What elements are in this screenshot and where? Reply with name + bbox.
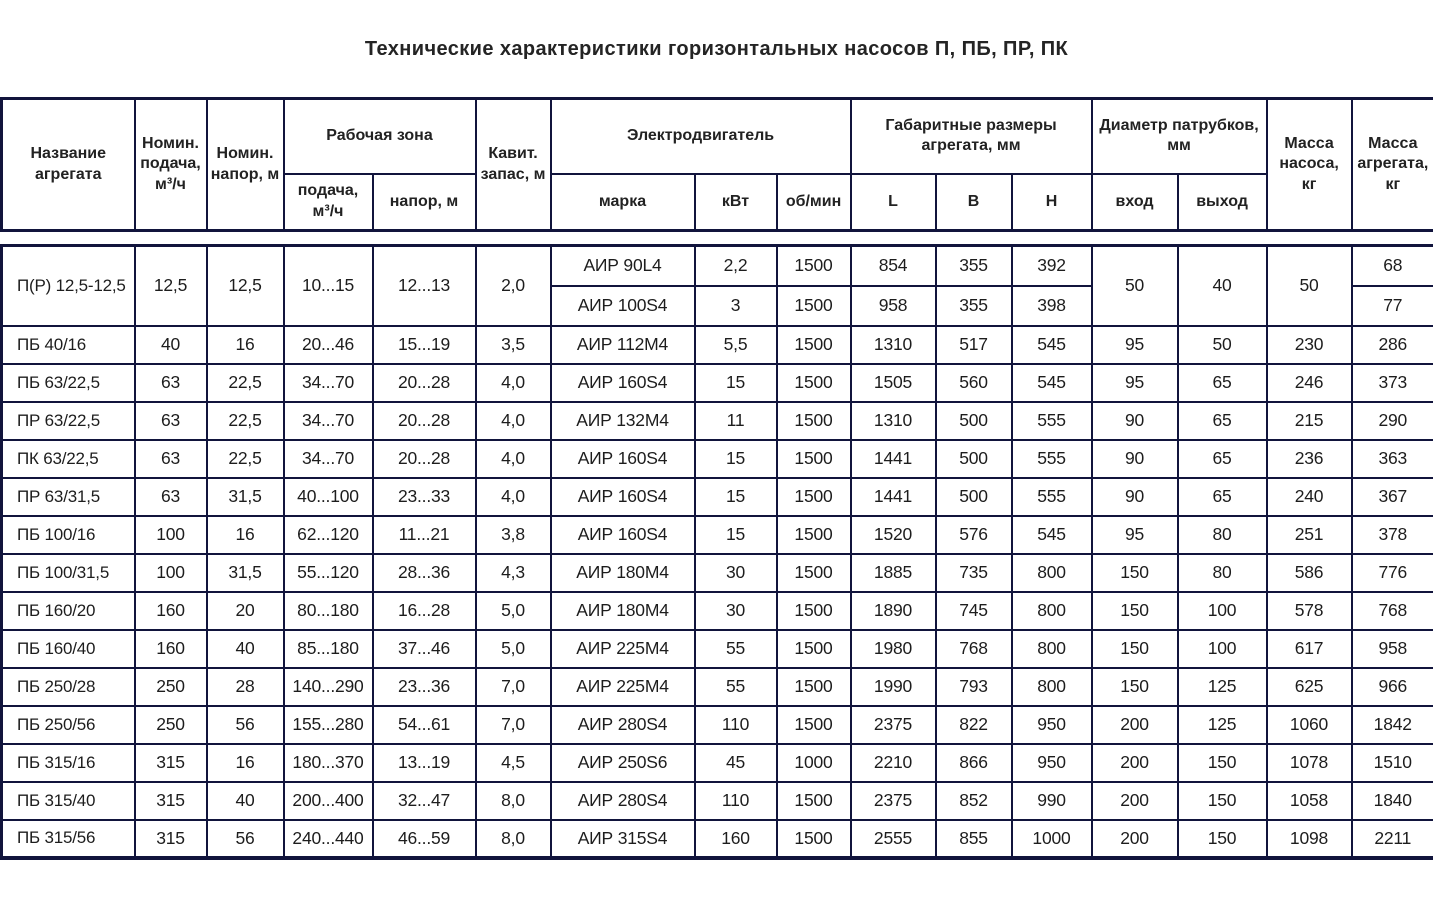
cell-outlet: 65 xyxy=(1178,364,1267,402)
cell-rpm: 1500 xyxy=(777,364,851,402)
cell-B: 768 xyxy=(936,630,1012,668)
cell-H: 800 xyxy=(1012,592,1092,630)
cell-brand: АИР 225M4 xyxy=(551,630,695,668)
table-header xyxy=(2,99,1433,231)
cell-inlet: 95 xyxy=(1092,364,1178,402)
cell-wz-flow: 20...46 xyxy=(284,326,373,364)
cell-inlet: 150 xyxy=(1092,592,1178,630)
cell-wz-flow: 155...280 xyxy=(284,706,373,744)
cell-wz-flow: 10...15 xyxy=(284,246,373,326)
cell-power: 3 xyxy=(695,286,777,326)
cell-B: 855 xyxy=(936,820,1012,858)
cell-L: 2375 xyxy=(851,706,936,744)
cell-L: 2555 xyxy=(851,820,936,858)
cell-L: 1980 xyxy=(851,630,936,668)
cell-rpm: 1500 xyxy=(777,516,851,554)
cell-H: 800 xyxy=(1012,668,1092,706)
cell-nominal-head: 16 xyxy=(207,326,284,364)
cell-inlet: 150 xyxy=(1092,630,1178,668)
cell-inlet: 200 xyxy=(1092,744,1178,782)
cell-wz-head: 54...61 xyxy=(373,706,476,744)
cell-pump-mass: 236 xyxy=(1267,440,1352,478)
cell-wz-flow: 34...70 xyxy=(284,364,373,402)
cell-wz-flow: 34...70 xyxy=(284,402,373,440)
table-row xyxy=(2,440,1433,478)
cell-pump-mass: 240 xyxy=(1267,478,1352,516)
cell-nominal-head: 56 xyxy=(207,706,284,744)
cell-outlet: 80 xyxy=(1178,554,1267,592)
cell-wz-head: 23...33 xyxy=(373,478,476,516)
cell-B: 355 xyxy=(936,286,1012,326)
cell-L: 1441 xyxy=(851,440,936,478)
cell-unit-mass: 286 xyxy=(1352,326,1433,364)
cell-rpm: 1500 xyxy=(777,706,851,744)
cell-outlet: 150 xyxy=(1178,744,1267,782)
cell-pump-mass: 1098 xyxy=(1267,820,1352,858)
table-row xyxy=(2,554,1433,592)
cell-nominal-flow: 315 xyxy=(135,782,207,820)
cell-rpm: 1500 xyxy=(777,440,851,478)
cell-B: 735 xyxy=(936,554,1012,592)
cell-wz-head: 15...19 xyxy=(373,326,476,364)
cell-nominal-head: 20 xyxy=(207,592,284,630)
cell-nominal-flow: 100 xyxy=(135,516,207,554)
cell-unit-mass: 77 xyxy=(1352,286,1433,326)
col-header-wz-flow: подача, м³/ч xyxy=(284,174,373,231)
table-row xyxy=(2,630,1433,668)
cell-inlet: 150 xyxy=(1092,554,1178,592)
col-header-motor-brand: марка xyxy=(551,174,695,231)
cell-B: 560 xyxy=(936,364,1012,402)
cell-inlet: 200 xyxy=(1092,820,1178,858)
cell-unit-mass: 367 xyxy=(1352,478,1433,516)
cell-nominal-flow: 315 xyxy=(135,744,207,782)
cell-L: 854 xyxy=(851,246,936,286)
cell-unit-mass: 1510 xyxy=(1352,744,1433,782)
cell-name: ПБ 160/40 xyxy=(2,630,135,668)
cell-wz-head: 20...28 xyxy=(373,364,476,402)
cell-pump-mass: 586 xyxy=(1267,554,1352,592)
cell-outlet: 150 xyxy=(1178,820,1267,858)
cell-name: ПК 63/22,5 xyxy=(2,440,135,478)
cell-pump-mass: 215 xyxy=(1267,402,1352,440)
cell-pump-mass: 617 xyxy=(1267,630,1352,668)
cell-rpm: 1500 xyxy=(777,554,851,592)
group-header-nozzle-diameter: Диаметр патрубков, мм xyxy=(1092,99,1267,174)
group-header-working-zone: Рабочая зона xyxy=(284,99,476,174)
cell-nominal-flow: 160 xyxy=(135,630,207,668)
cell-cavitation: 5,0 xyxy=(476,592,551,630)
cell-outlet: 65 xyxy=(1178,402,1267,440)
cell-outlet: 65 xyxy=(1178,440,1267,478)
specs-table-body xyxy=(0,244,1433,860)
cell-H: 398 xyxy=(1012,286,1092,326)
cell-wz-flow: 80...180 xyxy=(284,592,373,630)
cell-name: ПБ 63/22,5 xyxy=(2,364,135,402)
cell-unit-mass: 2211 xyxy=(1352,820,1433,858)
cell-rpm: 1500 xyxy=(777,820,851,858)
cell-nominal-flow: 12,5 xyxy=(135,246,207,326)
table-row xyxy=(2,326,1433,364)
cell-rpm: 1500 xyxy=(777,402,851,440)
cell-pump-mass: 50 xyxy=(1267,246,1352,326)
cell-cavitation: 7,0 xyxy=(476,668,551,706)
cell-unit-mass: 378 xyxy=(1352,516,1433,554)
cell-nominal-head: 22,5 xyxy=(207,364,284,402)
cell-L: 1520 xyxy=(851,516,936,554)
col-header-motor-rpm: об/мин xyxy=(777,174,851,231)
cell-outlet: 100 xyxy=(1178,592,1267,630)
cell-rpm: 1500 xyxy=(777,592,851,630)
cell-nominal-flow: 250 xyxy=(135,668,207,706)
cell-brand: АИР 90L4 xyxy=(551,246,695,286)
cell-wz-flow: 62...120 xyxy=(284,516,373,554)
cell-inlet: 200 xyxy=(1092,782,1178,820)
cell-L: 2375 xyxy=(851,782,936,820)
cell-inlet: 95 xyxy=(1092,516,1178,554)
cell-unit-mass: 958 xyxy=(1352,630,1433,668)
cell-H: 545 xyxy=(1012,364,1092,402)
cell-name: ПБ 315/40 xyxy=(2,782,135,820)
table-row xyxy=(2,820,1433,858)
cell-wz-flow: 55...120 xyxy=(284,554,373,592)
cell-B: 866 xyxy=(936,744,1012,782)
col-header-dim-h: H xyxy=(1012,174,1092,231)
cell-brand: АИР 280S4 xyxy=(551,706,695,744)
cell-outlet: 125 xyxy=(1178,706,1267,744)
cell-cavitation: 4,0 xyxy=(476,402,551,440)
cell-brand: АИР 100S4 xyxy=(551,286,695,326)
cell-B: 500 xyxy=(936,402,1012,440)
cell-cavitation: 4,0 xyxy=(476,364,551,402)
cell-power: 15 xyxy=(695,440,777,478)
table-row xyxy=(2,782,1433,820)
cell-unit-mass: 1842 xyxy=(1352,706,1433,744)
cell-cavitation: 3,5 xyxy=(476,326,551,364)
cell-power: 15 xyxy=(695,478,777,516)
cell-L: 2210 xyxy=(851,744,936,782)
cell-nominal-flow: 250 xyxy=(135,706,207,744)
table-row xyxy=(2,668,1433,706)
cell-brand: АИР 280S4 xyxy=(551,782,695,820)
cell-name: ПБ 250/28 xyxy=(2,668,135,706)
cell-pump-mass: 1060 xyxy=(1267,706,1352,744)
cell-power: 11 xyxy=(695,402,777,440)
cell-inlet: 50 xyxy=(1092,246,1178,326)
cell-B: 793 xyxy=(936,668,1012,706)
cell-H: 800 xyxy=(1012,554,1092,592)
cell-outlet: 40 xyxy=(1178,246,1267,326)
cell-B: 745 xyxy=(936,592,1012,630)
cell-inlet: 90 xyxy=(1092,402,1178,440)
cell-rpm: 1500 xyxy=(777,782,851,820)
cell-unit-mass: 290 xyxy=(1352,402,1433,440)
cell-wz-flow: 140...290 xyxy=(284,668,373,706)
table-row xyxy=(2,402,1433,440)
table-row xyxy=(2,478,1433,516)
cell-cavitation: 4,0 xyxy=(476,440,551,478)
cell-B: 500 xyxy=(936,440,1012,478)
cell-pump-mass: 1058 xyxy=(1267,782,1352,820)
col-header-nominal-flow: Номин. подача, м³/ч xyxy=(135,99,207,231)
cell-nominal-flow: 63 xyxy=(135,402,207,440)
cell-power: 110 xyxy=(695,706,777,744)
cell-name: ПР 63/22,5 xyxy=(2,402,135,440)
cell-wz-head: 11...21 xyxy=(373,516,476,554)
cell-inlet: 200 xyxy=(1092,706,1178,744)
cell-name: ПБ 100/16 xyxy=(2,516,135,554)
cell-outlet: 125 xyxy=(1178,668,1267,706)
col-header-unit-mass: Масса агрегата, кг xyxy=(1352,99,1433,231)
cell-outlet: 50 xyxy=(1178,326,1267,364)
cell-outlet: 100 xyxy=(1178,630,1267,668)
cell-nominal-head: 16 xyxy=(207,516,284,554)
cell-H: 950 xyxy=(1012,706,1092,744)
cell-H: 392 xyxy=(1012,246,1092,286)
cell-B: 500 xyxy=(936,478,1012,516)
cell-pump-mass: 1078 xyxy=(1267,744,1352,782)
cell-power: 45 xyxy=(695,744,777,782)
cell-nominal-head: 31,5 xyxy=(207,478,284,516)
col-header-dim-b: B xyxy=(936,174,1012,231)
cell-unit-mass: 768 xyxy=(1352,592,1433,630)
table-body xyxy=(2,246,1433,858)
cell-B: 355 xyxy=(936,246,1012,286)
cell-name: ПБ 315/56 xyxy=(2,820,135,858)
cell-brand: АИР 180M4 xyxy=(551,554,695,592)
cell-nominal-flow: 100 xyxy=(135,554,207,592)
cell-H: 545 xyxy=(1012,516,1092,554)
col-header-outlet: выход xyxy=(1178,174,1267,231)
cell-nominal-head: 31,5 xyxy=(207,554,284,592)
cell-nominal-head: 22,5 xyxy=(207,402,284,440)
cell-wz-flow: 180...370 xyxy=(284,744,373,782)
group-header-dimensions: Габаритные размеры агрегата, мм xyxy=(851,99,1092,174)
cell-L: 1505 xyxy=(851,364,936,402)
cell-cavitation: 5,0 xyxy=(476,630,551,668)
specs-table-header xyxy=(0,97,1433,232)
cell-nominal-head: 16 xyxy=(207,744,284,782)
cell-wz-head: 12...13 xyxy=(373,246,476,326)
cell-wz-flow: 240...440 xyxy=(284,820,373,858)
cell-power: 110 xyxy=(695,782,777,820)
cell-inlet: 150 xyxy=(1092,668,1178,706)
table-row xyxy=(2,364,1433,402)
cell-brand: АИР 225M4 xyxy=(551,668,695,706)
table-row xyxy=(2,516,1433,554)
cell-rpm: 1500 xyxy=(777,478,851,516)
cell-inlet: 90 xyxy=(1092,440,1178,478)
cell-unit-mass: 373 xyxy=(1352,364,1433,402)
cell-nominal-head: 12,5 xyxy=(207,246,284,326)
cell-unit-mass: 363 xyxy=(1352,440,1433,478)
cell-outlet: 65 xyxy=(1178,478,1267,516)
cell-L: 1310 xyxy=(851,326,936,364)
cell-wz-flow: 85...180 xyxy=(284,630,373,668)
cell-power: 160 xyxy=(695,820,777,858)
cell-power: 2,2 xyxy=(695,246,777,286)
cell-pump-mass: 625 xyxy=(1267,668,1352,706)
cell-brand: АИР 132M4 xyxy=(551,402,695,440)
cell-wz-flow: 34...70 xyxy=(284,440,373,478)
cell-L: 1441 xyxy=(851,478,936,516)
cell-rpm: 1500 xyxy=(777,286,851,326)
cell-H: 800 xyxy=(1012,630,1092,668)
table-row xyxy=(2,592,1433,630)
cell-pump-mass: 230 xyxy=(1267,326,1352,364)
cell-name: ПБ 315/16 xyxy=(2,744,135,782)
cell-L: 958 xyxy=(851,286,936,326)
cell-power: 30 xyxy=(695,554,777,592)
col-header-name: Название агрегата xyxy=(2,99,135,231)
cell-power: 15 xyxy=(695,516,777,554)
cell-B: 576 xyxy=(936,516,1012,554)
cell-brand: АИР 160S4 xyxy=(551,478,695,516)
cell-unit-mass: 966 xyxy=(1352,668,1433,706)
cell-brand: АИР 160S4 xyxy=(551,516,695,554)
cell-cavitation: 4,0 xyxy=(476,478,551,516)
cell-B: 852 xyxy=(936,782,1012,820)
page-title: Технические характеристики горизонтальных насосов П, ПБ, ПР, ПК xyxy=(364,38,1069,60)
cell-B: 822 xyxy=(936,706,1012,744)
cell-H: 1000 xyxy=(1012,820,1092,858)
cell-wz-head: 28...36 xyxy=(373,554,476,592)
cell-pump-mass: 246 xyxy=(1267,364,1352,402)
cell-cavitation: 7,0 xyxy=(476,706,551,744)
cell-wz-head: 32...47 xyxy=(373,782,476,820)
cell-wz-head: 46...59 xyxy=(373,820,476,858)
cell-name: ПБ 40/16 xyxy=(2,326,135,364)
cell-rpm: 1500 xyxy=(777,630,851,668)
cell-L: 1890 xyxy=(851,592,936,630)
cell-brand: АИР 180M4 xyxy=(551,592,695,630)
cell-wz-flow: 40...100 xyxy=(284,478,373,516)
cell-power: 30 xyxy=(695,592,777,630)
cell-name: П(Р) 12,5-12,5 xyxy=(2,246,135,326)
cell-L: 1885 xyxy=(851,554,936,592)
cell-H: 545 xyxy=(1012,326,1092,364)
cell-cavitation: 8,0 xyxy=(476,782,551,820)
cell-nominal-flow: 63 xyxy=(135,440,207,478)
cell-H: 555 xyxy=(1012,478,1092,516)
cell-wz-head: 20...28 xyxy=(373,402,476,440)
col-header-wz-head: напор, м xyxy=(373,174,476,231)
cell-name: ПБ 100/31,5 xyxy=(2,554,135,592)
cell-rpm: 1000 xyxy=(777,744,851,782)
cell-cavitation: 4,5 xyxy=(476,744,551,782)
cell-outlet: 80 xyxy=(1178,516,1267,554)
cell-name: ПБ 160/20 xyxy=(2,592,135,630)
cell-inlet: 90 xyxy=(1092,478,1178,516)
cell-wz-head: 23...36 xyxy=(373,668,476,706)
cell-nominal-flow: 63 xyxy=(135,478,207,516)
cell-wz-head: 16...28 xyxy=(373,592,476,630)
cell-L: 1310 xyxy=(851,402,936,440)
cell-pump-mass: 578 xyxy=(1267,592,1352,630)
cell-rpm: 1500 xyxy=(777,246,851,286)
cell-B: 517 xyxy=(936,326,1012,364)
cell-pump-mass: 251 xyxy=(1267,516,1352,554)
cell-unit-mass: 68 xyxy=(1352,246,1433,286)
cell-H: 990 xyxy=(1012,782,1092,820)
cell-rpm: 1500 xyxy=(777,668,851,706)
cell-brand: АИР 160S4 xyxy=(551,364,695,402)
cell-nominal-flow: 160 xyxy=(135,592,207,630)
col-header-cavitation: Кавит. запас, м xyxy=(476,99,551,231)
cell-unit-mass: 1840 xyxy=(1352,782,1433,820)
cell-wz-head: 13...19 xyxy=(373,744,476,782)
cell-H: 950 xyxy=(1012,744,1092,782)
cell-L: 1990 xyxy=(851,668,936,706)
cell-outlet: 150 xyxy=(1178,782,1267,820)
cell-nominal-head: 40 xyxy=(207,782,284,820)
cell-power: 55 xyxy=(695,630,777,668)
table-row xyxy=(2,744,1433,782)
cell-name: ПР 63/31,5 xyxy=(2,478,135,516)
cell-wz-flow: 200...400 xyxy=(284,782,373,820)
cell-nominal-head: 40 xyxy=(207,630,284,668)
cell-power: 15 xyxy=(695,364,777,402)
cell-H: 555 xyxy=(1012,440,1092,478)
cell-brand: АИР 250S6 xyxy=(551,744,695,782)
cell-name: ПБ 250/56 xyxy=(2,706,135,744)
cell-brand: АИР 160S4 xyxy=(551,440,695,478)
col-header-dim-l: L xyxy=(851,174,936,231)
cell-wz-head: 20...28 xyxy=(373,440,476,478)
cell-cavitation: 2,0 xyxy=(476,246,551,326)
cell-brand: АИР 315S4 xyxy=(551,820,695,858)
cell-cavitation: 4,3 xyxy=(476,554,551,592)
header-row-1 xyxy=(2,99,1433,174)
cell-rpm: 1500 xyxy=(777,326,851,364)
cell-H: 555 xyxy=(1012,402,1092,440)
table-row xyxy=(2,246,1433,286)
cell-cavitation: 8,0 xyxy=(476,820,551,858)
table-row xyxy=(2,706,1433,744)
cell-power: 55 xyxy=(695,668,777,706)
col-header-inlet: вход xyxy=(1092,174,1178,231)
cell-nominal-flow: 315 xyxy=(135,820,207,858)
col-header-nominal-head: Номин. напор, м xyxy=(207,99,284,231)
cell-wz-head: 37...46 xyxy=(373,630,476,668)
cell-nominal-head: 22,5 xyxy=(207,440,284,478)
cell-nominal-flow: 63 xyxy=(135,364,207,402)
cell-nominal-flow: 40 xyxy=(135,326,207,364)
cell-unit-mass: 776 xyxy=(1352,554,1433,592)
cell-inlet: 95 xyxy=(1092,326,1178,364)
cell-cavitation: 3,8 xyxy=(476,516,551,554)
col-header-pump-mass: Масса насоса, кг xyxy=(1267,99,1352,231)
group-header-motor: Электродвигатель xyxy=(551,99,851,174)
cell-power: 5,5 xyxy=(695,326,777,364)
col-header-motor-power: кВт xyxy=(695,174,777,231)
cell-brand: АИР 112M4 xyxy=(551,326,695,364)
cell-nominal-head: 56 xyxy=(207,820,284,858)
cell-nominal-head: 28 xyxy=(207,668,284,706)
